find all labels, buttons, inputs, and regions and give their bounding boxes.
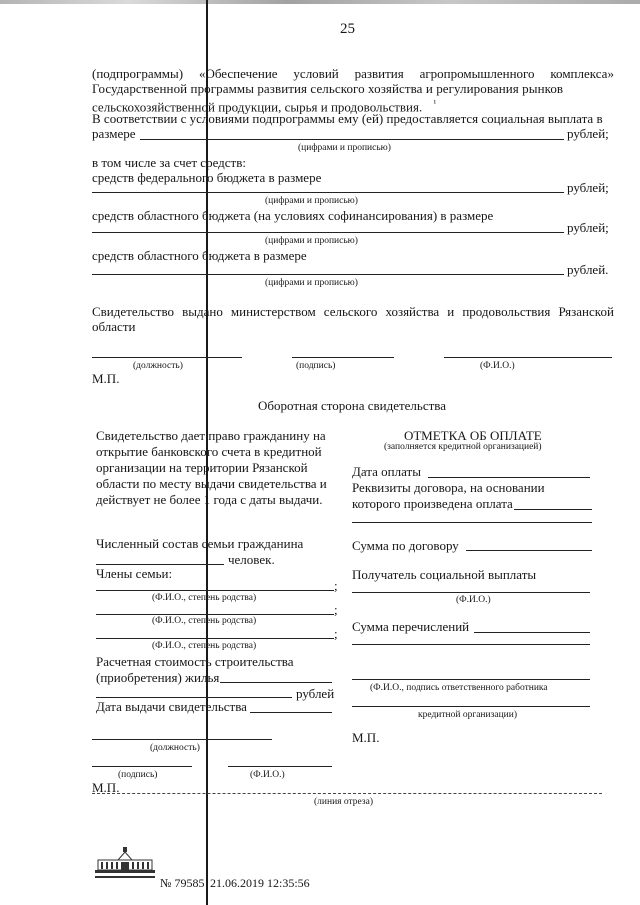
cut-line	[92, 793, 602, 794]
contract-sum-field[interactable]	[466, 550, 592, 551]
issued-word: Рязанской	[558, 304, 614, 319]
requisites-field-a[interactable]	[514, 509, 592, 510]
issue-date-label: Дата выдачи свидетельства	[96, 699, 247, 714]
rights-line: открытие банковского счета в кредитной	[96, 444, 322, 459]
payment-mark-title: ОТМЕТКА ОБ ОПЛАТЕ	[404, 428, 542, 443]
amount-currency: рублей;	[567, 126, 609, 141]
rights-line: Свидетельство дает право гражданину на	[96, 428, 326, 443]
intro-word: развития	[354, 66, 404, 81]
issued-line-1	[92, 304, 614, 319]
hint-position: (должность)	[150, 743, 200, 753]
stamp-mark-left: М.П.	[92, 780, 120, 795]
intro-word: (подпрограммы)	[92, 66, 184, 81]
footnote-mark: ¹	[433, 98, 437, 108]
family-members-label: Члены семьи:	[96, 566, 173, 581]
hint-digits-words: (цифрами и прописью)	[265, 278, 358, 288]
reverse-side-title: Оборотная сторона свидетельства	[258, 398, 447, 413]
federal-budget-label: средств федерального бюджета в размере	[92, 170, 322, 185]
hint-credit-org: кредитной организации)	[418, 710, 517, 720]
total-amount-field[interactable]	[140, 139, 564, 140]
cost-currency: рублей	[296, 686, 335, 701]
regional-cofin-field[interactable]	[92, 232, 564, 233]
regional-cofin-currency: рублей;	[567, 220, 609, 235]
hint-fio-kinship: (Ф.И.О., степень родства)	[152, 616, 257, 626]
requisites-line-2: которого произведена оплата	[352, 496, 513, 511]
hint-fio-kinship: (Ф.И.О., степень родства)	[152, 593, 257, 603]
issued-word: и	[447, 304, 455, 319]
intro-line-4: В соответствии с условиями подпрограммы ему (ей) предоставляется социальная выплата в	[92, 111, 603, 126]
stamp-mark-top: М.П.	[92, 371, 120, 386]
recipient-field[interactable]	[352, 592, 590, 593]
intro-word: «Обеспечение	[198, 66, 278, 81]
hint-fio-kinship: (Ф.И.О., степень родства)	[152, 641, 257, 651]
payment-mark-note: (заполняется кредитной организацией)	[384, 442, 542, 452]
left-position-field[interactable]	[92, 739, 272, 740]
issue-date-field[interactable]	[250, 712, 332, 713]
rights-line: действует не более 1 года с даты выдачи.	[96, 492, 323, 507]
position-field[interactable]	[92, 357, 242, 358]
requisites-line-1: Реквизиты договора, на основании	[352, 480, 545, 495]
worker-fio-field[interactable]	[352, 679, 590, 680]
family-member-3-field[interactable]	[96, 638, 334, 639]
intro-line-3-text: сельскохозяйственной продукции, сырья и продовольствия.	[92, 99, 423, 115]
issued-word: хозяйства	[385, 304, 440, 319]
rights-line: области по месту выдачи свидетельства и	[96, 476, 327, 491]
hint-fio: (Ф.И.О.)	[456, 595, 491, 605]
cost-field-a[interactable]	[220, 682, 332, 683]
hint-digits-words: (цифрами и прописью)	[265, 196, 358, 206]
amount-prefix: размере	[92, 126, 136, 141]
cut-line-label: (линия отреза)	[314, 797, 374, 807]
family-size-field[interactable]	[96, 564, 224, 565]
intro-word: агропромышленного	[419, 66, 535, 81]
federal-currency: рублей;	[567, 180, 609, 195]
contract-sum-label: Сумма по договору	[352, 538, 459, 553]
intro-word: условий	[293, 66, 339, 81]
family-member-2-field[interactable]	[96, 614, 334, 615]
federal-budget-field[interactable]	[92, 192, 564, 193]
regional-budget-field[interactable]	[92, 274, 564, 275]
issued-word: выдано	[182, 304, 223, 319]
transfer-sum-field-2[interactable]	[352, 644, 590, 645]
regional-cofin-label: средств областного бюджета (на условиях софинансирования) в размере	[92, 208, 494, 223]
hint-signature: (подпись)	[296, 361, 336, 371]
cost-field-b[interactable]	[96, 697, 292, 698]
regional-budget-label: средств областного бюджета в размере	[92, 248, 307, 263]
semicolon: ;	[334, 602, 338, 617]
family-size-label: Численный состав семьи гражданина	[96, 536, 304, 551]
issued-word: продовольствия	[462, 304, 551, 319]
intro-word: комплекса»	[550, 66, 614, 81]
hint-worker-fio: (Ф.И.О., подпись ответственного работника	[370, 683, 548, 693]
issued-word: сельского	[323, 304, 378, 319]
hint-fio: (Ф.И.О.)	[480, 361, 515, 371]
recipient-label: Получатель социальной выплаты	[352, 567, 537, 582]
payment-date-label: Дата оплаты	[352, 464, 421, 479]
hint-fio: (Ф.И.О.)	[250, 770, 285, 780]
fio-field[interactable]	[444, 357, 612, 358]
left-signature-field[interactable]	[92, 766, 192, 767]
rights-paragraph	[96, 428, 327, 508]
intro-line-2: Государственной программы развития сельского хозяйства и регулирования рынков	[92, 81, 564, 96]
document-timestamp: 21.06.2019 12:35:56	[210, 876, 310, 890]
cost-label-line-2: (приобретения) жилья	[96, 670, 220, 685]
hint-digits-words: (цифрами и прописью)	[298, 143, 391, 153]
hint-signature: (подпись)	[118, 770, 158, 780]
transfer-sum-label: Сумма перечислений	[352, 619, 470, 634]
page-number: 25	[340, 21, 355, 37]
regional-budget-currency: рублей.	[567, 262, 609, 277]
persons-label: человек.	[228, 552, 275, 567]
issued-word: Свидетельство	[92, 304, 175, 319]
transfer-sum-field[interactable]	[474, 632, 590, 633]
left-fio-field[interactable]	[228, 766, 332, 767]
hint-position: (должность)	[133, 361, 183, 371]
scan-top-edge	[0, 0, 640, 4]
issued-word: министерством	[230, 304, 316, 319]
signature-field[interactable]	[292, 357, 394, 358]
semicolon: ;	[334, 578, 338, 593]
stamp-mark-right: М.П.	[352, 730, 380, 745]
issued-line-2: области	[92, 319, 136, 334]
semicolon: ;	[334, 626, 338, 641]
document-number: № 79585	[160, 876, 205, 890]
hint-digits-words: (цифрами и прописью)	[265, 236, 358, 246]
intro-line-1	[92, 66, 614, 81]
family-member-1-field[interactable]	[96, 590, 334, 591]
cost-label-line-1: Расчетная стоимость строительства	[96, 654, 294, 669]
requisites-field-b[interactable]	[352, 522, 592, 523]
payment-date-field[interactable]	[428, 477, 590, 478]
rights-line: организации на территории Рязанской	[96, 460, 308, 475]
worker-org-field[interactable]	[352, 706, 590, 707]
government-building-icon	[94, 846, 156, 880]
funding-heading: в том числе за счет средств:	[92, 155, 246, 170]
